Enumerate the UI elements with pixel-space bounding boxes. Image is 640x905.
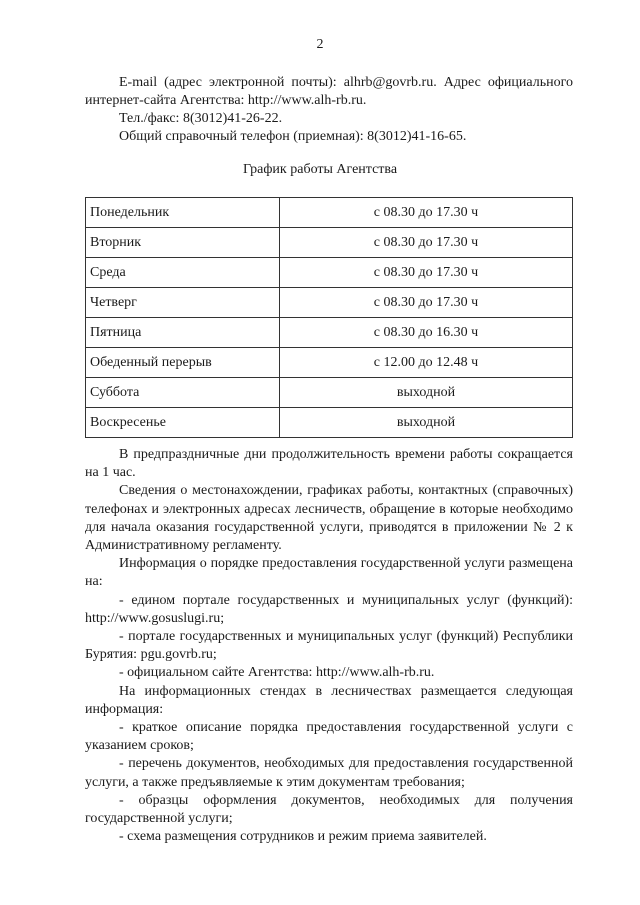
table-row [86, 228, 573, 258]
list-item: - едином портале государственных и муниципальных услуг (функций): http://www.gosuslugi.ru; [85, 592, 573, 626]
list-item: - образцы оформления документов, необходимых для получения государственной услуги; [85, 792, 573, 827]
table-row [86, 288, 573, 318]
schedule-title: График работы Агентства [242, 162, 398, 177]
page-number: 2 [316, 37, 324, 52]
day-cell: Суббота [86, 378, 280, 408]
paragraph: Информация о порядке предоставления государственной услуги размещена на: [85, 556, 573, 590]
day-cell: Воскресенье [86, 408, 280, 438]
hours-cell: выходной [280, 378, 573, 408]
table-row [86, 198, 573, 228]
hours-cell: с 08.30 до 17.30 ч [280, 288, 573, 318]
hours-cell: с 08.30 до 16.30 ч [280, 318, 573, 348]
paragraph: Сведения о местонахождении, графиках работы, контактных (справочных) телефонах и электронных адресах лесничеств, обращение в которые необходимо для начала оказания государственной услуги, приводятся в приложении № 2 к Административному регламенту. [85, 483, 573, 554]
day-cell: Вторник [86, 228, 280, 258]
hours-cell: с 12.00 до 12.48 ч [280, 348, 573, 378]
table-row [86, 408, 573, 438]
hours-cell: с 08.30 до 17.30 ч [280, 198, 573, 228]
hours-cell: выходной [280, 408, 573, 438]
phone-fax: Тел./факс: 8(3012)41-26-22. [119, 111, 283, 126]
list-item: - схема размещения сотрудников и режим приема заявителей. [119, 829, 487, 845]
hours-cell: с 08.30 до 17.30 ч [280, 258, 573, 288]
schedule-table [85, 197, 573, 438]
paragraph: На информационных стендах в лесничествах размещается следующая информация: [85, 683, 573, 717]
email-and-website: E-mail (адрес электронной почты): alhrb@govrb.ru. Адрес официального интернет-сайта Агентства: http://www.alh-rb.ru. [85, 75, 573, 108]
reception-phone: Общий справочный телефон (приемная): 8(3012)41-16-65. [119, 129, 467, 144]
table-row [86, 348, 573, 378]
body-text [85, 446, 573, 846]
list-item: - перечень документов, необходимых для предоставления государственной услуги, а также предъявляемые к этим документам требования; [85, 756, 573, 790]
paragraph: В предпраздничные дни продолжительность времени работы сокращается на 1 час. [85, 447, 573, 481]
list-item: - портале государственных и муниципальных услуг (функций) Республики Бурятия: pgu.govrb.ru; [85, 629, 573, 663]
list-item: - краткое описание порядка предоставления государственной услуги с указанием сроков; [85, 720, 573, 754]
day-cell: Обеденный перерыв [86, 348, 280, 378]
table-row [86, 378, 573, 408]
table-row [86, 318, 573, 348]
day-cell: Четверг [86, 288, 280, 318]
day-cell: Пятница [86, 318, 280, 348]
table-row [86, 258, 573, 288]
day-cell: Понедельник [86, 198, 280, 228]
hours-cell: с 08.30 до 17.30 ч [280, 228, 573, 258]
day-cell: Среда [86, 258, 280, 288]
contact-info [85, 74, 573, 146]
list-item: - официальном сайте Агентства: http://www.alh-rb.ru. [119, 665, 435, 681]
